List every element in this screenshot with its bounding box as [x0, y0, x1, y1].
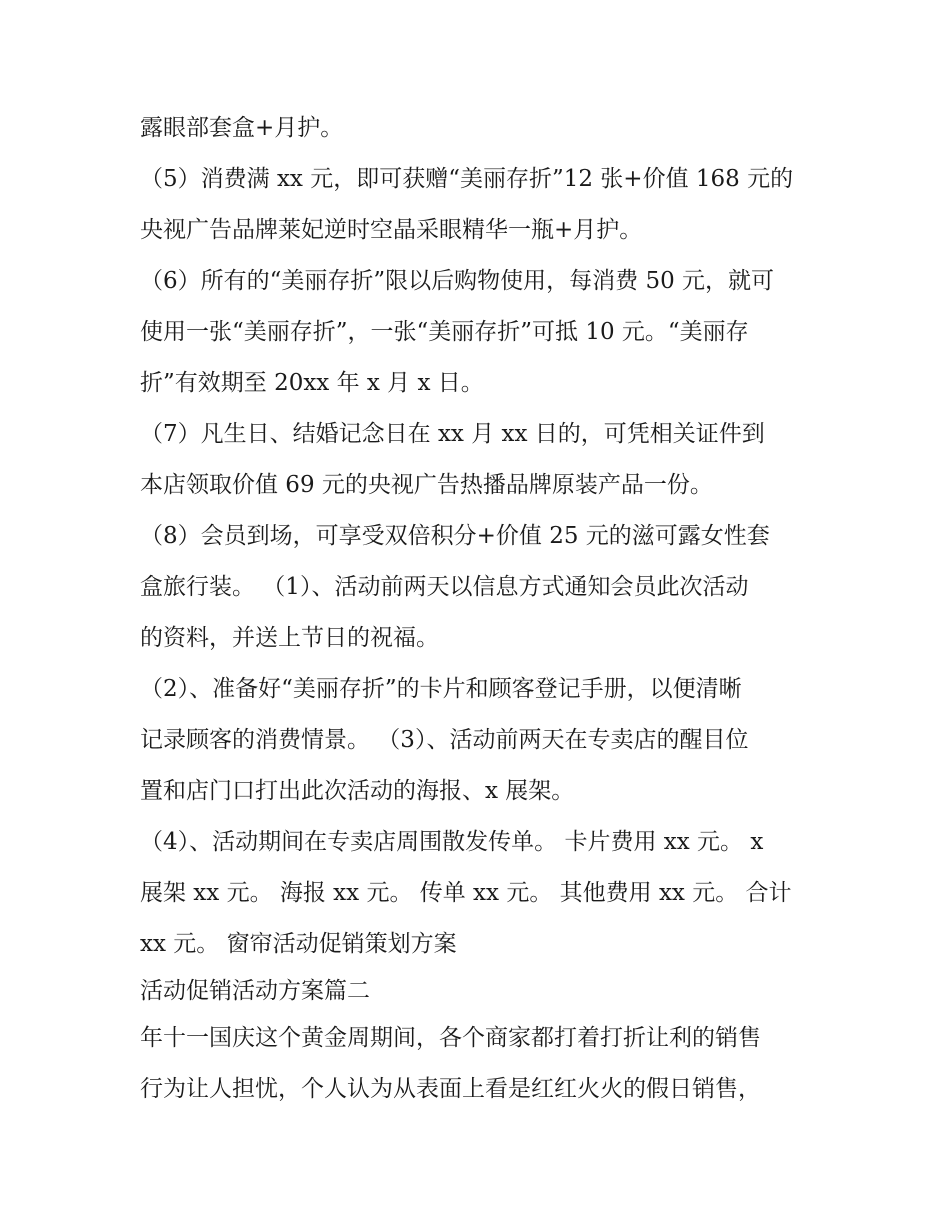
text-line: （5）消费满 xx 元，即可获赠“美丽存折”12 张+价值 168 元的 — [140, 166, 794, 192]
text-line: 置和店门口打出此次活动的海报、x 展架。 — [140, 778, 575, 804]
text-line: 央视广告品牌莱妃逆时空晶采眼精华一瓶+月护。 — [140, 217, 643, 243]
text-line: （2）、准备好“美丽存折”的卡片和顾客登记手册，以便清晰 — [140, 676, 742, 702]
text-line: （6）所有的“美丽存折”限以后购物使用，每消费 50 元，就可 — [140, 268, 775, 294]
text-line: （8）会员到场，可享受双倍积分+价值 25 元的滋可露女性套 — [140, 523, 770, 549]
text-line: 展架 xx 元。 海报 xx 元。 传单 xx 元。 其他费用 xx 元。 合计 — [140, 880, 792, 906]
text-line: 使用一张“美丽存折”，一张“美丽存折”可抵 10 元。“美丽存 — [140, 319, 749, 345]
text-line: xx 元。 窗帘活动促销策划方案 — [140, 931, 457, 957]
text-line: 记录顾客的消费情景。 （3）、活动前两天在专卖店的醒目位 — [140, 727, 749, 753]
text-line: （4）、活动期间在专卖店周围散发传单。 卡片费用 xx 元。 x — [140, 829, 764, 855]
section-heading: 活动促销活动方案篇二 — [140, 978, 370, 1004]
text-line: 露眼部套盒+月护。 — [140, 115, 344, 141]
text-line: 行为让人担忧，个人认为从表面上看是红红火火的假日销售， — [140, 1076, 761, 1102]
text-line: （7）凡生日、结婚记念日在 xx 月 xx 日的，可凭相关证件到 — [140, 421, 765, 447]
text-line: 年十一国庆这个黄金周期间，各个商家都打着打折让利的销售 — [140, 1025, 761, 1051]
text-line: 本店领取价值 69 元的央视广告热播品牌原装产品一份。 — [140, 472, 713, 498]
document-body — [140, 108, 820, 1120]
text-line: 的资料，并送上节日的祝福。 — [140, 625, 439, 651]
text-line: 盒旅行装。 （1）、活动前两天以信息方式通知会员此次活动 — [140, 574, 749, 600]
text-line: 折”有效期至 20xx 年 x 月 x 日。 — [140, 370, 484, 396]
